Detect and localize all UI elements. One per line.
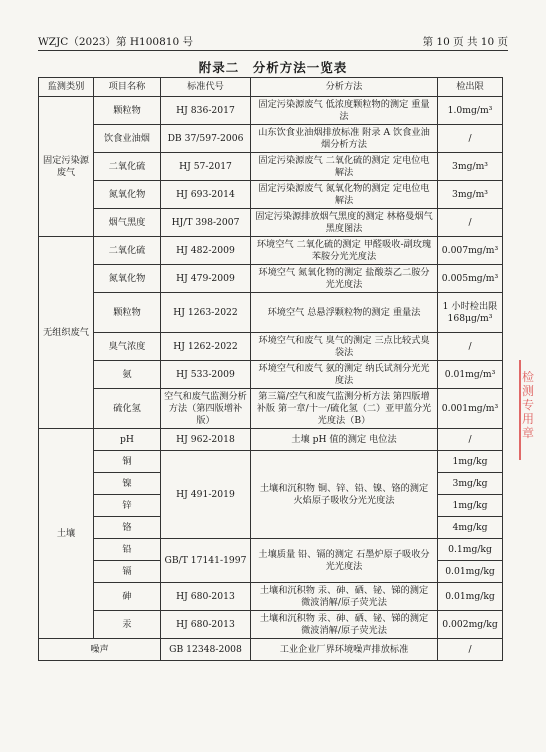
standard-cell: HJ 680-2013 [161, 611, 251, 639]
category-cell: 土壤 [39, 429, 94, 639]
col-header: 标准代号 [161, 78, 251, 97]
standard-cell: HJ 962-2018 [161, 429, 251, 451]
method-cell: 土壤和沉积物 铜、锌、铅、镍、铬的测定 火焰原子吸收分光光度法 [251, 451, 438, 539]
limit-cell: / [438, 125, 503, 153]
table-row [39, 265, 503, 293]
item-cell: 硫化氢 [94, 389, 161, 429]
table-row [39, 333, 503, 361]
item-cell: 颗粒物 [94, 293, 161, 333]
limit-cell: 3mg/m³ [438, 153, 503, 181]
category-cell: 无组织废气 [39, 237, 94, 429]
method-cell: 第三篇/空气和废气监测分析方法 第四版增补版 第一章/十一/硫化氢（二）亚甲蓝分光光度法（B） [251, 389, 438, 429]
table-row [39, 293, 503, 333]
method-cell: 固定污染源废气 二氧化硫的测定 定电位电解法 [251, 153, 438, 181]
seal-text: 检测专用章 [522, 370, 535, 440]
table-title: 附录二 分析方法一览表 [198, 60, 348, 75]
item-cell: 烟气黑度 [94, 209, 161, 237]
method-cell: 固定污染源废气 氮氧化物的测定 定电位电解法 [251, 181, 438, 209]
method-cell: 环境空气和废气 氨的测定 纳氏试剂分光光度法 [251, 361, 438, 389]
col-header: 项目名称 [94, 78, 161, 97]
page-number: 第 10 页 共 10 页 [422, 36, 508, 48]
limit-cell: / [438, 333, 503, 361]
item-cell: 铬 [94, 517, 161, 539]
method-cell: 固定污染源废气 低浓度颗粒物的测定 重量法 [251, 97, 438, 125]
table-header-row [39, 78, 503, 97]
item-cell: 臭气浓度 [94, 333, 161, 361]
method-cell: 工业企业厂界环境噪声排放标准 [251, 639, 438, 661]
table-row [39, 361, 503, 389]
standard-cell: HJ 533-2009 [161, 361, 251, 389]
standard-cell: HJ 693-2014 [161, 181, 251, 209]
table-row [39, 429, 503, 451]
item-cell: 氮氧化物 [94, 181, 161, 209]
limit-cell: / [438, 429, 503, 451]
method-cell: 环境空气 二氧化硫的测定 甲醛吸收-副玫瑰苯胺分光光度法 [251, 237, 438, 265]
item-cell: pH [94, 429, 161, 451]
limit-cell: 1.0mg/m³ [438, 97, 503, 125]
standard-cell: HJ 1262-2022 [161, 333, 251, 361]
col-header: 分析方法 [251, 78, 438, 97]
limit-cell: 0.007mg/m³ [438, 237, 503, 265]
method-cell: 土壤和沉积物 汞、砷、硒、铋、锑的测定 微波消解/原子荧光法 [251, 611, 438, 639]
limit-cell: 0.005mg/m³ [438, 265, 503, 293]
item-cell: 镉 [94, 561, 161, 583]
table-row [39, 125, 503, 153]
standard-cell: HJ 482-2009 [161, 237, 251, 265]
standard-cell: GB/T 17141-1997 [161, 539, 251, 583]
limit-cell: 0.01mg/kg [438, 583, 503, 611]
standard-cell: HJ 491-2019 [161, 451, 251, 539]
limit-cell: 0.002mg/kg [438, 611, 503, 639]
limit-cell: 0.01mg/m³ [438, 361, 503, 389]
limit-cell: / [438, 639, 503, 661]
item-cell: 镍 [94, 473, 161, 495]
item-cell: 汞 [94, 611, 161, 639]
limit-cell: 0.001mg/m³ [438, 389, 503, 429]
standard-cell: HJ 57-2017 [161, 153, 251, 181]
item-cell: 氮氧化物 [94, 265, 161, 293]
table-row [39, 97, 503, 125]
table-row [39, 639, 503, 661]
table-row [39, 611, 503, 639]
item-cell: 氨 [94, 361, 161, 389]
method-cell: 固定污染源排放烟气黑度的测定 林格曼烟气黑度图法 [251, 209, 438, 237]
standard-cell: DB 37/597-2006 [161, 125, 251, 153]
item-cell: 二氧化硫 [94, 237, 161, 265]
standard-cell: HJ 479-2009 [161, 265, 251, 293]
item-cell: 铅 [94, 539, 161, 561]
method-cell: 山东饮食业油烟排放标准 附录 A 饮食业油烟分析方法 [251, 125, 438, 153]
standard-cell: HJ/T 398-2007 [161, 209, 251, 237]
standard-cell: 空气和废气监测分析方法（第四版增补版） [161, 389, 251, 429]
header-rule [38, 50, 508, 51]
standard-cell: HJ 680-2013 [161, 583, 251, 611]
standard-cell: HJ 1263-2022 [161, 293, 251, 333]
category-cell: 噪声 [39, 639, 161, 661]
item-cell: 饮食业油烟 [94, 125, 161, 153]
item-cell: 锌 [94, 495, 161, 517]
limit-cell: 0.1mg/kg [438, 539, 503, 561]
table-row [39, 153, 503, 181]
item-cell: 颗粒物 [94, 97, 161, 125]
method-cell: 土壤和沉积物 汞、砷、硒、铋、锑的测定 微波消解/原子荧光法 [251, 583, 438, 611]
table-row [39, 583, 503, 611]
item-cell: 砷 [94, 583, 161, 611]
method-cell: 土壤 pH 值的测定 电位法 [251, 429, 438, 451]
table-row [39, 237, 503, 265]
method-cell: 环境空气和废气 臭气的测定 三点比较式臭袋法 [251, 333, 438, 361]
col-header: 检出限 [438, 78, 503, 97]
method-cell: 环境空气 总悬浮颗粒物的测定 重量法 [251, 293, 438, 333]
category-cell: 固定污染源废气 [39, 97, 94, 237]
limit-cell: 1 小时检出限 168μg/m³ [438, 293, 503, 333]
method-cell: 环境空气 氮氧化物的测定 盐酸萘乙二胺分光光度法 [251, 265, 438, 293]
report-number: WZJC（2023）第 H100810 号 [38, 36, 193, 48]
standard-cell: GB 12348-2008 [161, 639, 251, 661]
page-header [38, 34, 508, 49]
table-row [39, 539, 503, 561]
limit-cell: 4mg/kg [438, 517, 503, 539]
item-cell: 二氧化硫 [94, 153, 161, 181]
limit-cell: 3mg/kg [438, 473, 503, 495]
table-row [39, 209, 503, 237]
col-header: 监测类别 [39, 78, 94, 97]
table-row [39, 181, 503, 209]
limit-cell: 0.01mg/kg [438, 561, 503, 583]
table-row [39, 389, 503, 429]
limit-cell: 1mg/kg [438, 495, 503, 517]
limit-cell: 3mg/m³ [438, 181, 503, 209]
limit-cell: / [438, 209, 503, 237]
method-cell: 土壤质量 铅、镉的测定 石墨炉原子吸收分光光度法 [251, 539, 438, 583]
table-row [39, 451, 503, 473]
item-cell: 铜 [94, 451, 161, 473]
analysis-methods-table [38, 77, 503, 661]
limit-cell: 1mg/kg [438, 451, 503, 473]
standard-cell: HJ 836-2017 [161, 97, 251, 125]
